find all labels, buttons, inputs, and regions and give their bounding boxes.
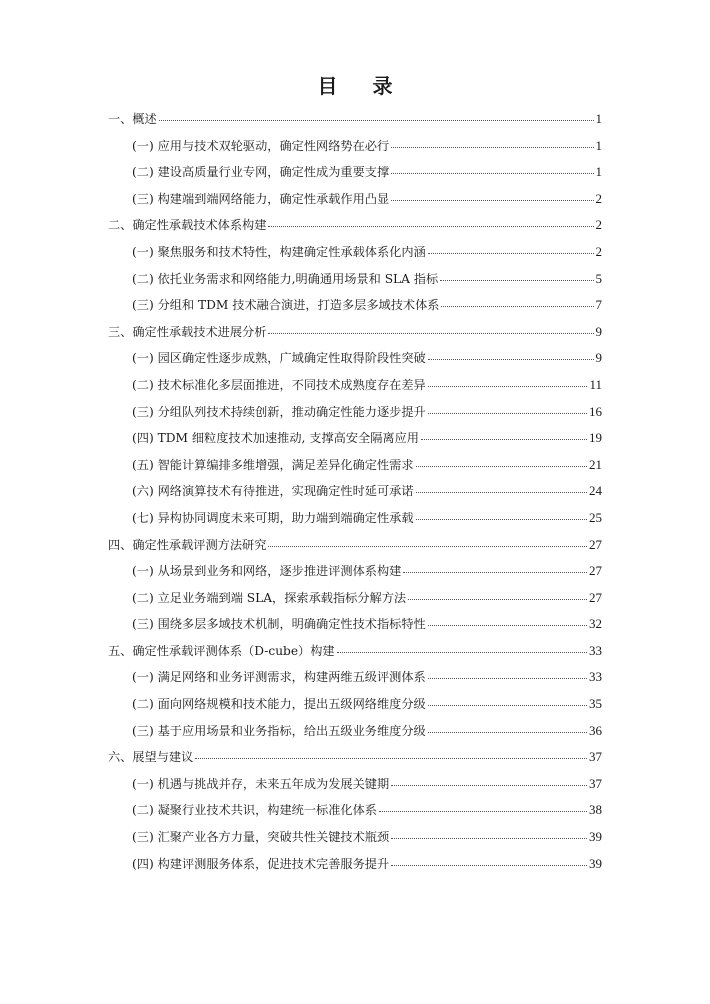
- toc-leader-dots: [379, 799, 587, 812]
- toc-chapter-entry[interactable]: [108, 744, 602, 771]
- toc-entry-text: (三) 构建端到端网络能力，确定性承载作用凸显: [132, 191, 390, 206]
- toc-entry-text: (二) 面向网络规模和技术能力，提出五级网络维度分级: [132, 697, 426, 712]
- toc-section-entry[interactable]: [108, 664, 602, 691]
- toc-leader-dots: [391, 188, 593, 201]
- toc-entry-text: (三) 分组和 TDM 技术融合演进，打造多层多域技术体系: [132, 298, 440, 313]
- toc-section-entry[interactable]: [108, 851, 602, 878]
- toc-leader-dots: [428, 719, 587, 732]
- toc-leader-dots: [268, 214, 593, 227]
- toc-page-number: 33: [589, 669, 602, 685]
- toc-leader-dots: [421, 427, 587, 440]
- toc-leader-dots: [428, 693, 587, 706]
- toc-leader-dots: [391, 826, 587, 839]
- toc-entry-text: (一) 机遇与挑战并存，未来五年成为发展关键期: [132, 776, 390, 791]
- toc-entry-text: (七) 异构协同调度未来可期，助力端到端确定性承载: [132, 510, 414, 525]
- toc-page-number: 5: [595, 270, 602, 286]
- toc-section-entry[interactable]: [108, 718, 602, 745]
- toc-section-entry[interactable]: [108, 478, 602, 505]
- toc-entry-text: (二) 技术标准化多层面推进，不同技术成熟度存在差异: [132, 377, 426, 392]
- toc-section-entry[interactable]: [108, 425, 602, 452]
- toc-leader-dots: [428, 613, 587, 626]
- toc-page-number: 7: [595, 297, 602, 313]
- toc-entry-text: (二) 立足业务端到端 SLA，探索承载指标分解方法: [132, 590, 407, 605]
- toc-section-entry[interactable]: [108, 452, 602, 479]
- toc-section-entry[interactable]: [108, 505, 602, 532]
- toc-section-entry[interactable]: [108, 558, 602, 585]
- toc-leader-dots: [416, 454, 587, 467]
- toc-list: [108, 106, 602, 877]
- toc-leader-dots: [195, 746, 587, 759]
- toc-page-number: 25: [589, 509, 602, 525]
- toc-leader-dots: [441, 294, 593, 307]
- toc-entry-text: (三) 汇聚产业各方力量，突破共性关键技术瓶颈: [132, 830, 390, 845]
- toc-leader-dots: [268, 533, 587, 546]
- toc-entry-text: (三) 基于应用场景和业务指标，给出五级业务维度分级: [132, 723, 426, 738]
- toc-chapter-entry[interactable]: [108, 319, 602, 346]
- toc-section-entry[interactable]: [108, 186, 602, 213]
- toc-page-number: 27: [589, 589, 602, 605]
- toc-section-entry[interactable]: [108, 797, 602, 824]
- toc-chapter-entry[interactable]: [108, 212, 602, 239]
- toc-entry-text: 六、展望与建议: [108, 750, 194, 765]
- toc-leader-dots: [416, 480, 587, 493]
- toc-entry-text: (一) 满足网络和业务评测需求，构建两维五级评测体系: [132, 670, 426, 685]
- toc-page-number: 35: [589, 696, 602, 712]
- toc-section-entry[interactable]: [108, 292, 602, 319]
- toc-section-entry[interactable]: [108, 133, 602, 160]
- toc-page-number: 27: [589, 563, 602, 579]
- toc-section-entry[interactable]: [108, 691, 602, 718]
- toc-leader-dots: [391, 852, 587, 865]
- toc-page-number: 2: [595, 217, 602, 233]
- toc-section-entry[interactable]: [108, 585, 602, 612]
- toc-page-number: 2: [595, 190, 602, 206]
- toc-page-number: 36: [589, 722, 602, 738]
- toc-leader-dots: [159, 108, 594, 121]
- toc-entry-text: (六) 网络演算技术有待推进，实现确定性时延可承诺: [132, 484, 414, 499]
- toc-leader-dots: [403, 560, 587, 573]
- toc-page-number: 1: [595, 164, 602, 180]
- toc-page-number: 11: [589, 376, 602, 392]
- toc-entry-text: (一) 园区确定性逐步成熟，广域确定性取得阶段性突破: [132, 351, 426, 366]
- toc-leader-dots: [391, 134, 593, 147]
- toc-entry-text: (二) 依托业务需求和网络能力,明确通用场景和 SLA 指标: [132, 271, 439, 286]
- toc-page-number: 1: [595, 137, 602, 153]
- toc-page-number: 24: [589, 483, 602, 499]
- toc-section-entry[interactable]: [108, 239, 602, 266]
- toc-leader-dots: [337, 640, 587, 653]
- toc-entry-text: (一) 应用与技术双轮驱动，确定性网络势在必行: [132, 138, 390, 153]
- toc-chapter-entry[interactable]: [108, 106, 602, 133]
- toc-entry-text: 一、概述: [108, 112, 157, 126]
- toc-leader-dots: [391, 161, 593, 174]
- toc-leader-dots: [440, 267, 593, 280]
- toc-chapter-entry[interactable]: [108, 532, 602, 559]
- toc-leader-dots: [408, 587, 587, 600]
- toc-page-number: 37: [589, 775, 602, 791]
- toc-entry-text: (二) 凝聚行业技术共识，构建统一标准化体系: [132, 803, 377, 818]
- toc-entry-text: 五、确定性承载评测体系（D-cube）构建: [108, 643, 335, 658]
- toc-entry-text: 三、确定性承载技术进展分析: [108, 324, 267, 339]
- toc-title: 目 录: [317, 74, 407, 98]
- toc-page-number: 37: [589, 749, 602, 765]
- toc-section-entry[interactable]: [108, 159, 602, 186]
- toc-leader-dots: [428, 241, 594, 254]
- toc-page-number: 39: [589, 855, 602, 871]
- toc-section-entry[interactable]: [108, 345, 602, 372]
- toc-section-entry[interactable]: [108, 824, 602, 851]
- toc-section-entry[interactable]: [108, 399, 602, 426]
- toc-section-entry[interactable]: [108, 771, 602, 798]
- toc-leader-dots: [428, 374, 588, 387]
- toc-leader-dots: [391, 773, 587, 786]
- toc-entry-text: (三) 分组队列技术持续创新，推动确定性能力逐步提升: [132, 404, 426, 419]
- toc-leader-dots: [428, 400, 587, 413]
- toc-entry-text: (二) 建设高质量行业专网，确定性成为重要支撑: [132, 165, 390, 180]
- toc-page-number: 2: [595, 243, 602, 259]
- toc-section-entry[interactable]: [108, 611, 602, 638]
- toc-entry-text: 四、确定性承载评测方法研究: [108, 537, 267, 552]
- toc-page-number: 1: [595, 111, 602, 126]
- toc-page-number: 38: [589, 802, 602, 818]
- toc-entry-text: (一) 从场景到业务和网络，逐步推进评测体系构建: [132, 564, 402, 579]
- toc-page-number: 33: [589, 642, 602, 658]
- toc-page-number: 9: [595, 350, 602, 366]
- toc-page-number: 27: [589, 536, 602, 552]
- toc-chapter-entry[interactable]: [108, 638, 602, 665]
- toc-page-number: 21: [589, 456, 602, 472]
- toc-section-entry[interactable]: [108, 372, 602, 399]
- toc-page-number: 16: [589, 403, 602, 419]
- toc-entry-text: 二、确定性承载技术体系构建: [108, 218, 267, 233]
- toc-page-number: 9: [595, 323, 602, 339]
- toc-leader-dots: [268, 321, 593, 334]
- toc-entry-text: (五) 智能计算编排多维增强，满足差异化确定性需求: [132, 457, 414, 472]
- toc-leader-dots: [428, 347, 594, 360]
- toc-section-entry[interactable]: [108, 266, 602, 293]
- toc-entry-text: (一) 聚焦服务和技术特性，构建确定性承载体系化内涵: [132, 244, 426, 259]
- toc-leader-dots: [428, 666, 587, 679]
- toc-entry-text: (三) 围绕多层多域技术机制，明确确定性技术指标特性: [132, 617, 426, 632]
- toc-page-number: 39: [589, 829, 602, 845]
- toc-leader-dots: [416, 507, 587, 520]
- toc-page-number: 32: [589, 616, 602, 632]
- toc-page-number: 19: [589, 430, 602, 446]
- toc-entry-text: (四) 构建评测服务体系，促进技术完善服务提升: [132, 856, 390, 871]
- toc-entry-text: (四) TDM 细粒度技术加速推动, 支撑高安全隔离应用: [132, 431, 419, 446]
